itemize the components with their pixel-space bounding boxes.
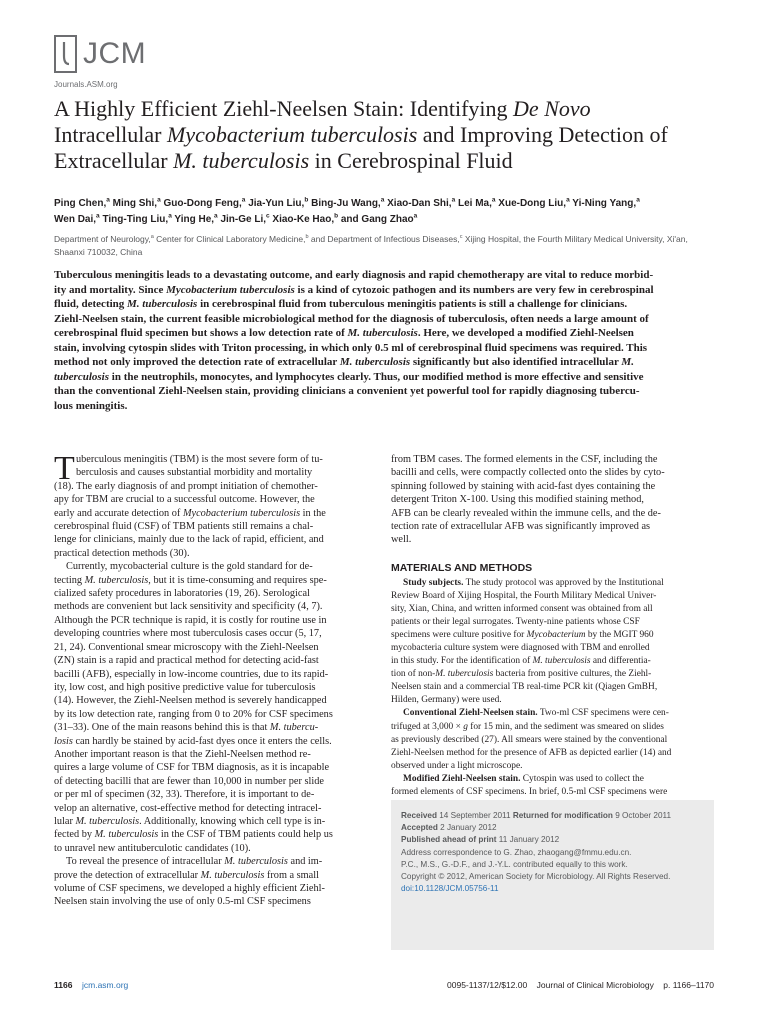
text-line: (18). The early diagnosis of and prompt initiation of chemother- [54,480,318,492]
text-line: quires a large volume of CSF for TBM diagnosis, as it is incapable [54,762,330,774]
text-line: fected by M. tuberculosis in the CSF of TBM patients could help us [54,829,333,841]
text-line: (ZN) stain is a rapid and practical method for detecting acid-fast [54,655,319,667]
text-line: specimens were culture positive for Mycobacterium by the MGIT 960 [391,630,654,641]
text-line: Wen Dai,$^a$ Ting-Ting Liu,$^a$ Ying He,$^a$ Jin-Ge Li,$^c$ Xiao-Ke Hao,$^b$ and Gang Zhao$^a$ [54,212,418,225]
text-line: stain, involving cytospin slides with Triton processing, in which only 0.5 ml of cerebrospinal fluid specimens was required. This [54,341,648,354]
text-line: developing countries where most tuberculosis cases occur (5, 17, [54,628,322,640]
text-line: ity, low cost, and high positive predictive value for tuberculosis [54,681,316,693]
body-column-right-intro [391,453,714,547]
text-line: mycobacteria culture system were diagnosed with TBM and enrolled [391,643,650,654]
text-line: in this study. For the identification of M. tuberculosis and differentia- [391,656,651,667]
article-info-text [401,810,706,895]
affiliations [54,233,744,259]
text-line: berculosis and causes substantial morbidity and mortality [76,467,313,479]
text-line: volume of CSF specimens, we developed a highly efficient Ziehl- [54,883,325,894]
text-line: Ziehl-Neelsen method for the presence of AFB as depicted earlier (14) and [391,747,672,758]
text-line: formed elements of CSF specimens. In brief, 0.5-ml CSF specimens were [391,786,668,797]
text-line: well. [391,534,412,546]
text-line: Copyright © 2012, American Society for Microbiology. All Rights Reserved. [401,872,671,882]
text-line: tecting M. tuberculosis, but it is time-consuming and requires spe- [54,574,327,586]
text-line: To reveal the presence of intracellular M. tuberculosis and im- [66,856,323,868]
text-line: Tuberculous meningitis leads to a devastating outcome, and early diagnosis and rapid chemotherapy are vital to reduce morbid- [54,269,654,281]
journal-logo-title: JCM [83,37,147,70]
text-line: bacilli and cells, were compactly collected onto the slides by cyto- [391,467,665,479]
text-line [401,883,706,895]
text-line: tion of non-M. tuberculosis bacteria from positive cultures, the Ziehl- [391,669,652,680]
text-line: observed under a light microscope. [391,760,523,771]
text-line: lular M. tuberculosis. Additionally, knowing which cell type is in- [54,815,326,827]
text-line: method not only improved the detection rate of extracellular M. tuberculosis significantly but also identified intracellular M. [54,356,634,368]
text-line: lenge for clinicians, mainly due to the lack of rapid, efficient, and [54,534,324,546]
text-line: losis can hardly be stained by acid-fast dyes once it enters the cells. [54,735,332,747]
text-line: Address correspondence to G. Zhao, zhaogang@fmmu.edu.cn. [401,847,632,857]
text-line: (14). However, the Ziehl-Neelsen method is severely handicapped [54,695,327,707]
text-line: of detecting bacilli that are fewer than 10,000 in number per slide [54,775,324,787]
journal-site-link[interactable]: jcm.asm.org [82,980,129,990]
text-line: uberculous meningitis (TBM) is the most severe form of tu- [76,454,323,465]
text-line: or per ml of specimen (32, 33). Therefore, it is important to de- [54,789,315,801]
text-line: Ziehl-Neelsen stain, the current feasible microbiological method for the diagnosis of tuberculosis, often needs a large amount of [54,312,649,325]
text-line: spinning followed by staining with acid-fast dyes containing the [391,480,656,492]
text-line: Hilden, Germany) were used. [391,695,502,706]
text-line: Currently, mycobacterial culture is the gold standard for de- [66,561,313,573]
journal-logo-mark [54,35,77,73]
text-line: sity, Xian, China, and written informed consent was obtained from all [391,604,653,615]
article-title [54,96,734,174]
body-column-left [54,450,376,909]
drop-cap: T [54,450,75,487]
text-line: Neelsen stain involving the use of only 0.5-ml CSF specimens [54,896,311,908]
text-line: lous meningitis. [54,399,128,412]
text-line: tection rate of extracellular AFB was significantly improved as [391,521,651,533]
abstract [54,268,720,413]
text-line: Study subjects. The study protocol was approved by the Institutional [403,578,664,588]
page-number: 1166 [54,980,73,990]
text-line: P.C., M.S., G.-D.F., and J.-Y.L. contributed equally to this work. [401,859,628,869]
text-line: from TBM cases. The formed elements in the CSF, including the [391,454,658,465]
journal-logo [54,35,164,95]
text-line: prove the detection of extracellular M. tuberculosis from a small [54,869,319,881]
text-line: Department of Neurology,$^a$ Center for Clinical Laboratory Medicine,$^b$ and Department of Infectious Diseases,$^c$ Xijing Hospital, the Fourth Military Medical University, Xi'an, [54,234,688,244]
text-line: cerebrospinal fluid (CSF) of TBM patients still remains a chal- [54,521,314,533]
flask-icon [61,42,71,66]
text-line: by its low detection rate, ranging from 0 to 20% for CSF specimens [54,708,333,720]
section-heading: MATERIALS AND METHODS [391,562,533,574]
text-line: tuberculosis in the neutrophils, monocytes, and lymphocytes clearly. Thus, our modified method is more effective and sensitive [54,370,644,383]
text-line: Conventional Ziehl-Neelsen stain. Two-ml CSF specimens were cen- [403,708,669,719]
text-line: cialized safety procedures in laboratories (19, 26). Serological [54,588,310,600]
text-line: velop an alternative, cost-effective method for detecting intracel- [54,802,322,814]
text-line: AFB can be clearly revealed within the immune cells, and the de- [391,507,661,519]
journal-url: Journals.ASM.org [54,80,118,89]
article-info-box [391,800,714,950]
text-line: Extracellular M. tuberculosis in Cerebrospinal Fluid [54,148,513,173]
text-line: as previously described (27). All smears were stained by the conventional [391,734,668,745]
text-line: Shaanxi 710032, China [54,247,143,257]
text-line: Accepted 2 January 2012 [401,823,497,833]
author-list [54,196,734,228]
text-line: Review Board of Xijing Hospital, the Fourth Military Medical Univer- [391,591,657,602]
text-line: patients or their legal surrogates. Twenty-nine patients whose CSF [391,617,640,628]
text-line: Published ahead of print 11 January 2012 [401,835,560,845]
text-line: early and accurate detection of Mycobacterium tuberculosis in the [54,507,326,519]
materials-methods-text [391,577,714,799]
text-line: Received 14 September 2011 Returned for modification 9 October 2011 [401,811,672,820]
text-line: bacilli (AFB), especially in low-income countries, due to its rapid- [54,668,329,680]
text-line: methods are convenient but lack sensitivity and specificity (4, 7). [54,601,323,613]
text-line: detergent Triton X-100. Using this modified staining method, [391,494,644,506]
text-line: practical detection methods (30). [54,547,190,559]
text-line: than the conventional Ziehl-Neelsen stain, providing clinicians a convenient yet powerful tool for rapidly diagnosing tubercu- [54,385,640,397]
text-line: cerebrospinal fluid specimen but shows a low detection rate of M. tuberculosis. Here, we developed a modified Ziehl-Neelsen [54,327,634,339]
doi-link[interactable]: doi:10.1128/JCM.05756-11 [401,884,499,894]
text-line: A Highly Efficient Ziehl-Neelsen Stain: Identifying De Novo [54,96,591,121]
text-line: trifuged at 3,000 × g for 15 min, and the sediment was smeared on slides [391,721,664,732]
text-line: fluid, detecting M. tuberculosis in cerebrospinal fluid from tuberculous meningitis patients is still a challenge for clinicians. [54,298,628,310]
text-line: Neelsen stain and a commercial TB real-time PCR kit (Qiagen GmBH, [391,682,658,693]
citation-info: 0095-1137/12/$12.00 Journal of Clinical Microbiology p. 1166–1170 [447,980,714,990]
text-line: Although the PCR technique is rapid, it is costly for routine use in [54,614,327,626]
text-line: (31–33). One of the main reasons behind this is that M. tubercu- [54,722,319,734]
text-line: Modified Ziehl-Neelsen stain. Cytospin was used to collect the [403,773,644,784]
text-line: Another important reason is that the Ziehl-Neelsen method re- [54,748,311,760]
text-line: to unravel new antituberculotic candidates (10). [54,842,251,854]
text-line: ity and mortality. Since Mycobacterium tuberculosis is a kind of cytozoic pathogen and its numbers are very few in cerebrospinal [54,283,654,296]
page-footer [54,980,714,994]
text-line: 21, 24). Conventional smear microscopy with the Ziehl-Neelsen [54,641,319,653]
text-line: Intracellular Mycobacterium tuberculosis and Improving Detection of [54,122,668,147]
text-line: apy for TBM are crucial to a successful outcome. However, the [54,494,315,506]
text-line: Ping Chen,$^a$ Ming Shi,$^a$ Guo-Dong Feng,$^a$ Jia-Yun Liu,$^b$ Bing-Ju Wang,$^a$ Xiao-Dan Shi,$^a$ Lei Ma,$^a$ Xue-Dong Liu,$^a$ Yi-Ning Yang,$^a$ [54,196,640,209]
